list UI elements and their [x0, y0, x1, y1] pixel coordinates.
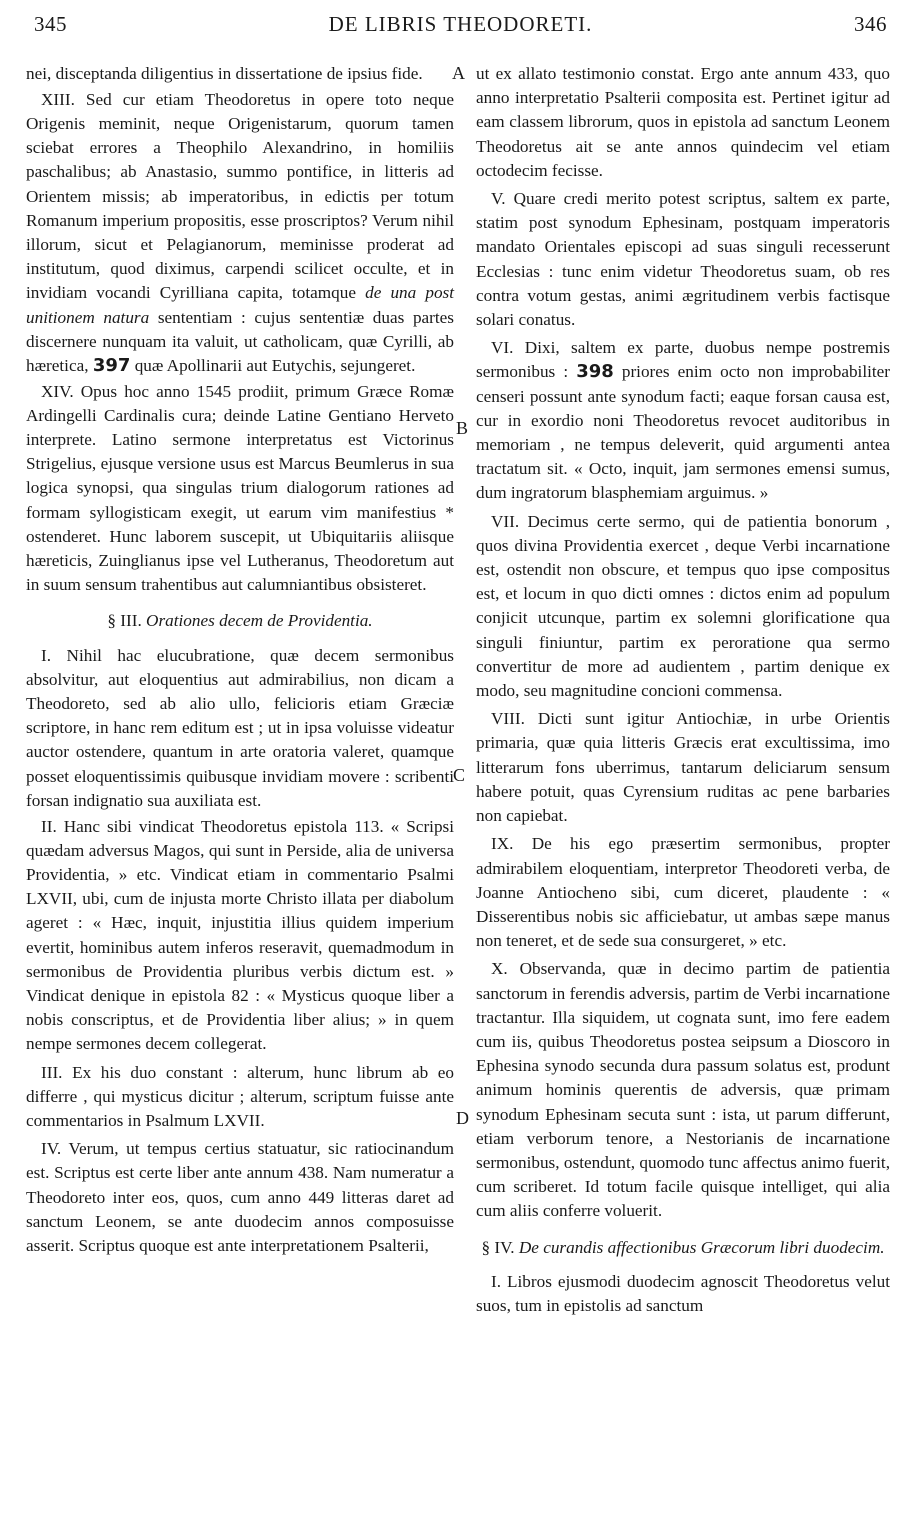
- section-number: § IV.: [481, 1237, 515, 1257]
- margin-letter-d: D: [456, 1108, 469, 1128]
- column-number-398: 398: [576, 361, 614, 383]
- running-header: [30, 10, 891, 40]
- paragraph-vi: VI. Dixi, saltem ex parte, duobus nempe postremis sermonibus : 398 priores enim octo non improbabiliter censeri possunt ante synodum facti; eaque forsan causa est, cur in exordio noni Theodoretus revocet auditoribus in memoriam , ne tempus deleverit, quid argumenti antea tractatum sit. « Octo, inquit, jam sermones emensi sumus, dum ingratorum blasphemiam arguimus. »: [476, 338, 890, 503]
- paragraph-intro: nei, disceptanda diligentius in dissertatione de ipsius fide.: [26, 64, 423, 83]
- paragraph-ii: II. Hanc sibi vindicat Theodoretus epistola 113. « Scripsi quædam adversus Magos, qui sunt in Perside, alia de universa Providentia, » etc. Vindicat etiam in commentario Psalmi LXVII, ubi, cum de injusta morte Christo illata per diabolum ageret : « Hæc, inquit, injustitia illius quidem imperium evertit, hominibus autem inferos reseravit, quemadmodum in sermonibus de Providentia pluribus verbis dictum est. » Vindicat denique in epistola 82 : « Mysticus quoque liber a nobis conscriptus, et de Providentia liber alius; » in quem nempe sermones decem collegerat.: [26, 816, 454, 1054]
- paragraph-xiv: XIV. Opus hoc anno 1545 prodiit, primum Græce Romæ Ardingelli Cardinalis cura; deinde Latine Gentiano Herveto interprete. Latino sermone interpretatus est Victorinus Strigelius, ejusque versione usus est Marcus Beumlerus in sua logica synopsi, qua singulas trium dialogorum rationes ad formam syllogisticam exegit, ut earum vim manifestius * ostenderet. Hunc laborem suscepit, ut Ubiquitariis aliisque hæreticis, Zuinglianus ipse vel Lutheranus, Theodoretum aut in suum sensum trahentibus aut calumniantibus obsisteret.: [26, 381, 454, 595]
- page-number-left: 345: [34, 12, 67, 36]
- running-title: DE LIBRIS THEODORETI.: [328, 12, 593, 36]
- section-heading-iv: [476, 1236, 890, 1260]
- paragraph-xiii: XIII. Sed cur etiam Theodoretus in opere toto neque Origenis meminit, neque Origenistarum, quorum tamen sciebat errores a Theophilo Alexandrino, in homiliis paschalibus; ab Anastasio, summo pontifice, in litteris ad Orientem missis; ab imperatoribus, in edictis per totum Romanum imperium propositis, esse proscriptos? Verum nihil illorum, sicut et Pelagianorum, meminisse proderat ad institutum, quod diximus, carpendi scilicet occulte, et in invidiam vocandi Cyrilliana capita, totamque de una post unitionem natura sententiam : cujus sententiæ duas partes discernere nunquam ita valuit, ut catholicam, quæ Cyrilli, ab hæretica, 397 quæ Apollinarii aut Eutychis, sejungeret.: [26, 89, 455, 376]
- margin-letter-c: C: [453, 765, 466, 785]
- paragraph-iv-i: I. Libros ejusmodi duodecim agnoscit Theodoretus velut suos, tum in epistolis ad sanctum: [476, 1271, 890, 1315]
- paragraph-continuation: ut ex allato testimonio constat. Ergo ante annum 433, quo anno interpretatio Psalterii composita est. Pertinet igitur ad eam classem librorum, quos in epistola ad sanctum Leonem Theodoretus ait se ante annos quindecim vel etiam octodecim fecisse.: [476, 64, 890, 180]
- paragraph-x: X. Observanda, quæ in decimo partim de patientia sanctorum in ferendis adversis, partim de Verbi incarnatione tractantur. Illa siquidem, ut cognata sunt, imo fere eadem cum iis, quibus Theodoretus postea seipsum a Dioscoro in Ephesina synodo secunda dura passum solatus est, produnt animum hominis querentis de adversis, quæ primam synodum Ephesinam secuta sunt : ista, ut parum differunt, etiam verborum tenore, a Nestorianis de incarnatione sermonibus, ostendunt, quomodo tunc affectus animo fuerit, cum scriberet. Id totum facile quisque intelliget, qui alia cum aliis conferre voluerit.: [476, 959, 890, 1221]
- column-number-397: 397: [92, 354, 131, 376]
- paragraph-i: I. Nihil hac elucubratione, quæ decem sermonibus absolvitur, aut eloquentius aut admirabilius, non dicam a Theodoreto, sed ab alio ullo, felicioris etiam Græciæ scriptore, in hanc rem editum est ; ut in ipsa voluisse videatur auctor ostendere, quantum in arte oratoria valeret, quamque posset eloquentissimis quibusque invidiam movere : scribenti forsan indignatio sua auxiliata est.: [26, 645, 454, 810]
- section-title: Orationes decem de Providentia.: [146, 611, 373, 631]
- paragraph-ix: IX. De his ego præsertim sermonibus, propter admirabilem eloquentiam, interpretor Theodoreti verba, de Joanne Antiocheno sibi, cum diceret, plaudente : « Disserentibus nobis sic afficiebatur, ut ambas sæpe manus non teneret, et de sede sua consurgeret, » etc.: [476, 834, 890, 951]
- paragraph-v: V. Quare credi merito potest scriptus, saltem ex parte, statim post synodum Ephesinam, postquam imperatoris mandato Orientales episcopi ad suas singuli recesserunt Ecclesias : tunc enim videtur Theodoretus suam, ob res contra votum gestas, animi ægritudinem verbis factisque solari conatus.: [476, 189, 890, 330]
- page-number-right: 346: [854, 12, 887, 36]
- italic-phrase: de una post unitionem natura: [26, 283, 455, 327]
- section-heading-iii: [26, 609, 454, 633]
- paragraph-vii: VII. Decimus certe sermo, qui de patientia bonorum , quos divina Providentia exercet , deque Verbi incarnatione est, ostendit non obscure, et tempus quo ipse compositus est, et locum in quo dicti omnes : dictos enim ad populum conjicit utcunque, partim ex solemni glorificatione qua singuli finiuntur, partim ex peroratione qua sermo convertitur de more ad audientem , partim denique ex modo, seu magnitudine concioni commensa.: [476, 511, 890, 701]
- margin-letter-b: B: [456, 418, 469, 438]
- right-column: [476, 62, 890, 1320]
- paragraph-iii: III. Ex his duo constant : alterum, hunc librum ab eo differre , qui mysticus dicitur ; alterum, scriptum fuisse ante commentarios in Psalmum LXVII.: [26, 1062, 454, 1131]
- paragraph-iv: IV. Verum, ut tempus certius statuatur, sic ratiocinandum est. Scriptus est certe liber ante annum 438. Nam numeratur a Theodoreto inter eos, quos, cum anno 449 litteras daret ad sanctum Leonem, se ante duodecim annos composuisse asserit. Scriptus quoque est ante interpretationem Psalterii,: [26, 1139, 454, 1256]
- left-column: [26, 62, 454, 1260]
- paragraph-viii: VIII. Dicti sunt igitur Antiochiæ, in urbe Orientis primaria, quæ quia litteris Græcis erat excultissima, imo litterarum fons uberrimus, tantarum deliciarum sensum habere potuit, quas Cyrensium ruditas ac pene barbaries non capiebat.: [476, 709, 890, 826]
- section-number: § III.: [107, 611, 142, 631]
- margin-letter-a: A: [452, 63, 465, 83]
- section-title: De curandis affectionibus Græcorum libri duodecim.: [518, 1237, 885, 1257]
